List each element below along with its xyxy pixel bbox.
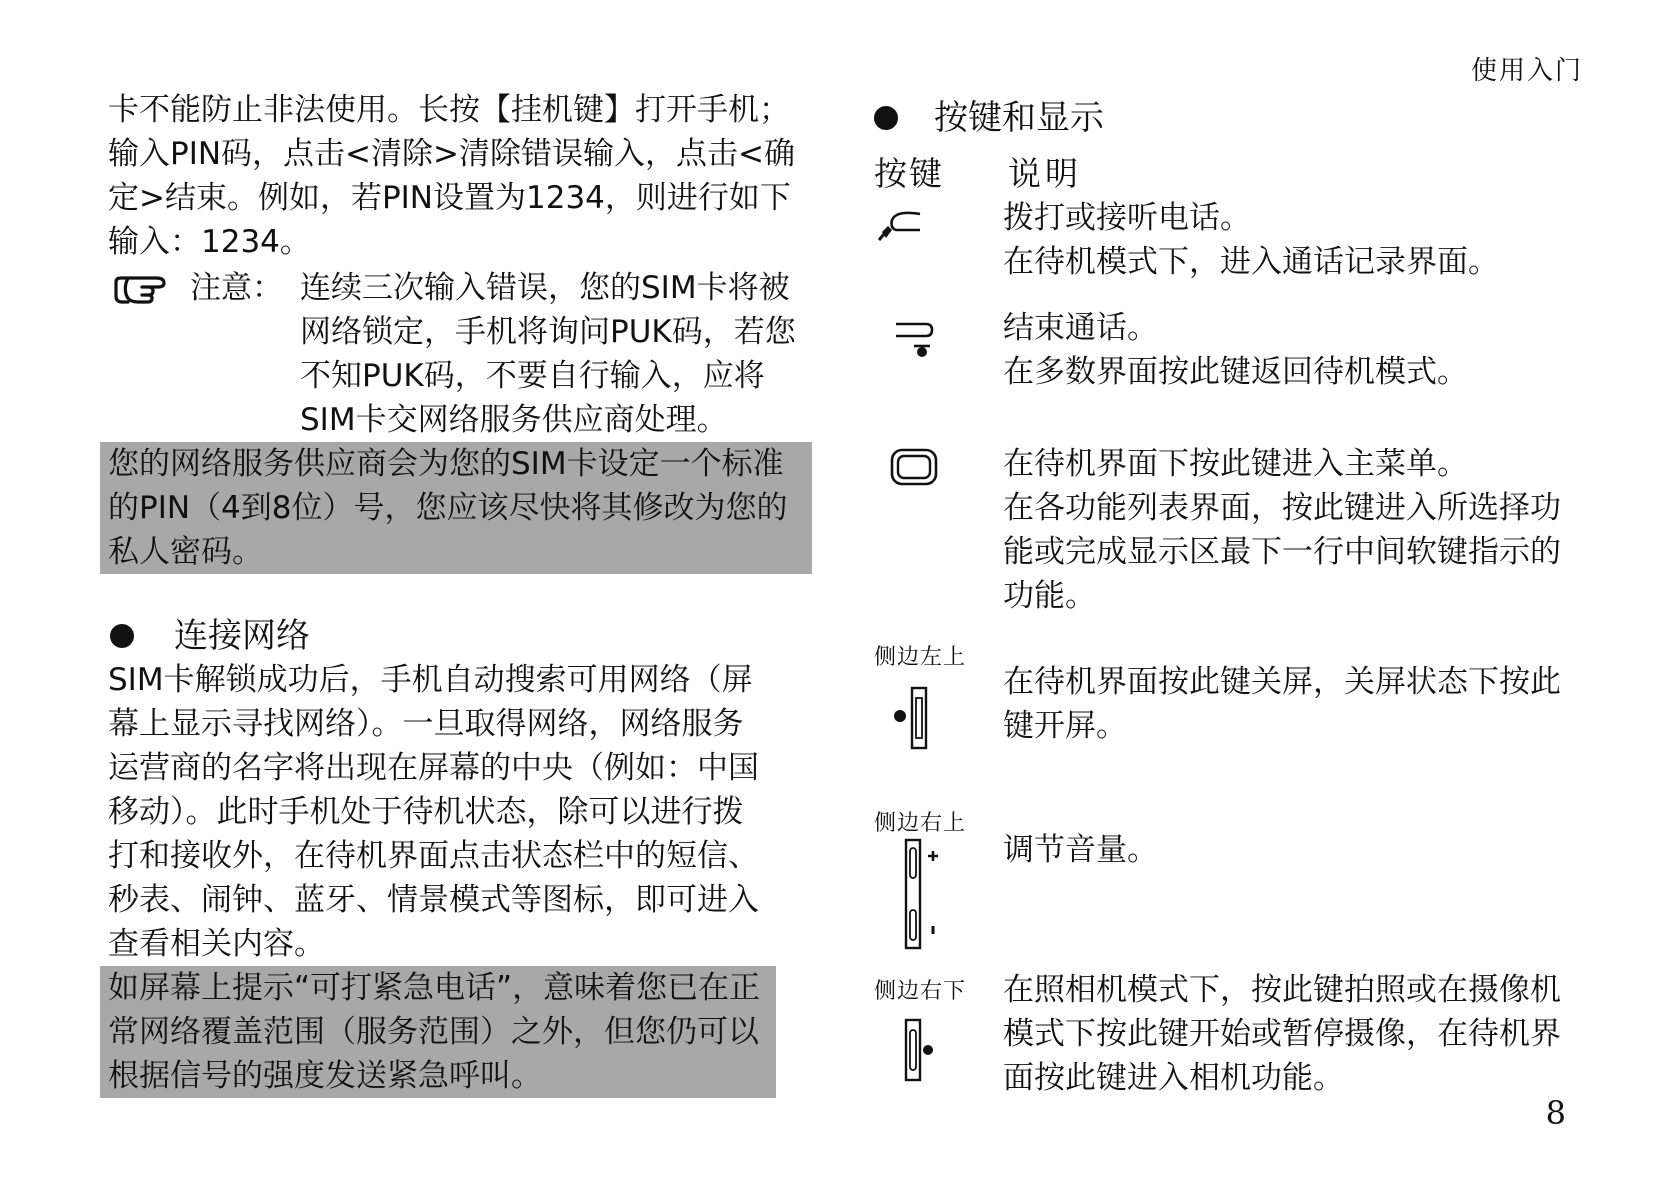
- column-header-description: 说明: [1008, 154, 1082, 193]
- section-title-keys-display: [874, 96, 1104, 140]
- side-key-label-upper-right: 侧边右上: [874, 811, 967, 836]
- note-text: 连续三次输入错误，您的SIM卡将被网络锁定，手机将询问PUK码，若您不知PUK码，不要自行输入，应将SIM卡交网络服务供应商处理。: [300, 270, 796, 438]
- key-desc-ok: 在待机界面下按此键进入主菜单。 在各功能列表界面，按此键进入所选择功能或完成显示区最下一行中间软键指示的功能。: [1003, 446, 1561, 614]
- bullet-icon: [110, 624, 134, 648]
- section-title-text: 连接网络: [174, 616, 310, 656]
- page-number: 8: [1545, 1094, 1566, 1132]
- call-key-icon: [876, 206, 924, 244]
- key-desc-side-upper-left: 在待机界面按此键关屏，关屏状态下按此键开屏。: [1003, 664, 1561, 744]
- key-desc-end-call: 结束通话。 在多数界面按此键返回待机模式。: [1003, 310, 1468, 390]
- page-header-section: 使用入门: [1470, 56, 1583, 86]
- left-column: [108, 88, 820, 1098]
- pointing-hand-icon: [112, 272, 170, 306]
- ok-key-icon: [890, 448, 938, 486]
- end-call-key-icon: [892, 318, 936, 364]
- camera-key-icon: [904, 1018, 938, 1084]
- column-header-key: 按键: [874, 154, 944, 193]
- section-title-connect-network: [108, 614, 820, 658]
- side-power-key-icon: [892, 686, 932, 752]
- shaded-emergency-info: 如屏幕上提示“可打紧急电话”，意味着您已在正常网络覆盖范围（服务范围）之外，但您仍可以根据信号的强度发送紧急呼叫。: [100, 966, 776, 1098]
- network-paragraph: SIM卡解锁成功后，手机自动搜索可用网络（屏幕上显示寻找网络）。一旦取得网络，网络服务运营商的名字将出现在屏幕的中央（例如：中国移动）。此时手机处于待机状态，除可以进行拨打和接收外，在待机界面点击状态栏中的短信、秒表、闹钟、蓝牙、情景模式等图标，即可进入查看相关内容。: [108, 662, 759, 962]
- volume-key-icon: [904, 838, 944, 950]
- side-key-label-upper-left: 侧边左上: [874, 645, 967, 670]
- note-label: 注意：: [190, 270, 283, 306]
- key-desc-camera: 在照相机模式下，按此键拍照或在摄像机模式下按此键开始或暂停摄像，在待机界面按此键进入相机功能。: [1003, 972, 1561, 1096]
- pin-instructions-paragraph: 卡不能防止非法使用。长按【挂机键】打开手机；输入PIN码，点击<清除>清除错误输入，点击<确定>结束。例如，若PIN设置为1234，则进行如下输入：1234。: [108, 92, 795, 260]
- key-desc-call: 拨打或接听电话。 在待机模式下，进入通话记录界面。: [1003, 200, 1499, 280]
- note-block: [108, 266, 820, 442]
- side-key-label-lower-right: 侧边右下: [874, 979, 967, 1004]
- shaded-pin-info: 您的网络服务供应商会为您的SIM卡设定一个标准的PIN（4到8位）号，您应该尽快将其修改为您的私人密码。: [100, 442, 812, 574]
- key-desc-volume: 调节音量。: [1003, 832, 1158, 868]
- bullet-icon: [874, 106, 898, 130]
- section-title-text: 按键和显示: [934, 98, 1104, 138]
